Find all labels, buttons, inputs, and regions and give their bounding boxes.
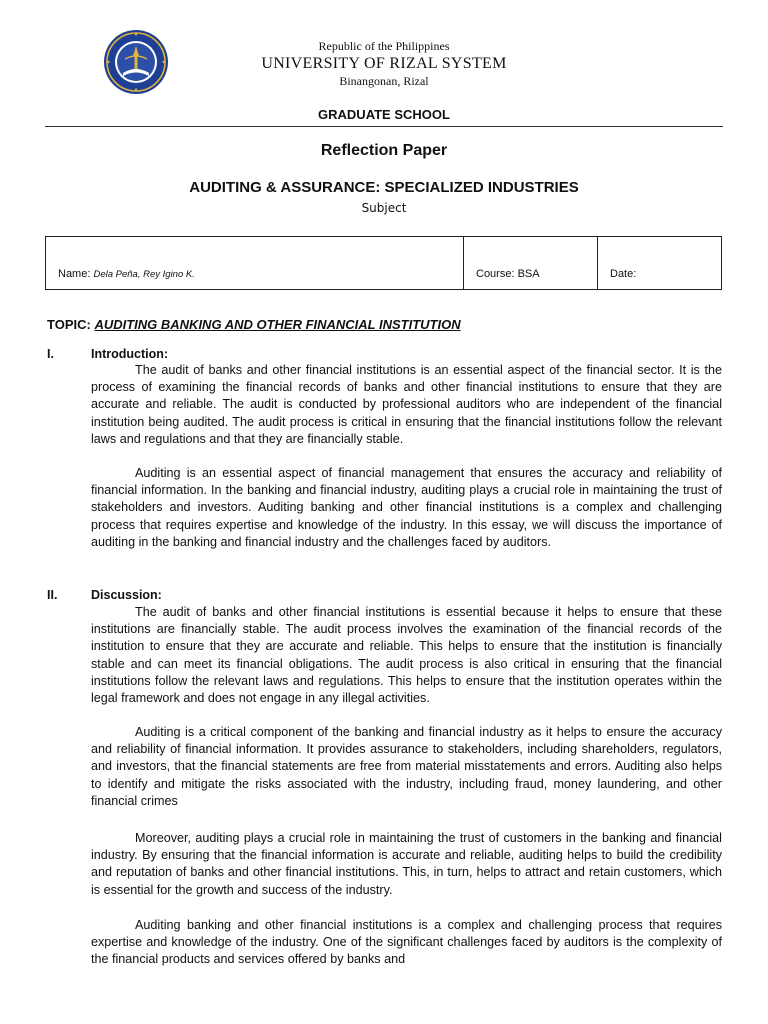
date-cell [598,237,721,289]
document-type-title: Reflection Paper [320,142,448,159]
subject-label: Subject [361,201,407,215]
paragraph: Moreover, auditing plays a crucial role in maintaining the trust of customers in the banking and financial industry. By ensuring that the financial information is accurate and reliable, auditing helps to build the credibility and reputation of banks and other financial institutions. This, in turn, helps to attract and retain customers, which is essential for the growth and success of the industry. [91,831,722,897]
course-label: Course: [476,268,515,280]
name-cell [46,237,464,289]
paragraph: Auditing is an essential aspect of financial management that ensures the accuracy and reliability of financial information. In the banking and financial industry, auditing plays a crucial role in maintaining the trust of stakeholders and investors. Auditing banking and other financial institutions is a complex and challenging process that requires expertise and knowledge of the industry. In this essay, we will discuss the importance of auditing in the banking and financial industry and the challenges faced by auditors. [91,466,722,549]
section-heading-introduction: Introduction: [91,347,169,361]
section-number: II. [47,588,58,602]
topic-label: TOPIC: [47,317,91,332]
date-label: Date: [610,268,637,280]
graduate-school-heading: GRADUATE SCHOOL [318,107,450,122]
paragraph: The audit of banks and other financial institutions is an essential aspect of the financial sector. It is the process of examining the financial records of banks and other financial institutions to ensure that they are accurate and reliable. The audit is conducted by professional auditors who are independent of the financial institution being audited. The audit process is critical in ensuring that the financial institutions follow the relevant laws and regulations and that they are financially stable. [91,363,722,446]
student-info-table [45,236,722,290]
topic-value: AUDITING BANKING AND OTHER FINANCIAL INSTITUTION [94,317,461,332]
paragraph: Auditing is a critical component of the banking and financial industry as it helps to ensure the accuracy and reliability of financial information. It provides assurance to stakeholders, including shareholders, regulators, and investors, that the financial statements are free from material misstatements and errors. Auditing also helps to identify and mitigate the risks associated with the industry, including fraud, money laundering, and other financial crimes [91,725,722,808]
topic-line [47,317,461,332]
campus-location: Binangonan, Rizal [339,74,429,88]
paragraph: The audit of banks and other financial institutions is essential because it helps to ensure that these institutions are financially stable. The audit process involves the examination of the financial records of the institution to ensure that they are accurate and reliable. This helps to ensure that the institution is financially stable and can meet its financial obligations. The audit process is also critical in ensuring that the financial institutions follow the relevant laws and regulations. This helps to ensure that the institution operates within the legal framework and does not engage in any illegal activities. [91,605,722,706]
section-heading-discussion: Discussion: [91,588,162,602]
republic-line: Republic of the Philippines [318,39,450,53]
name-label: Name: [58,268,91,280]
name-value: Dela Peña, Rey Igino K. [93,269,195,280]
course-cell [464,237,598,289]
paragraph: Auditing banking and other financial institutions is a complex and challenging process that requires expertise and knowledge of the industry. One of the significant challenges faced by auditors is the complexity of the financial products and services offered by banks and [91,918,722,967]
university-name: UNIVERSITY OF RIZAL SYSTEM [261,55,507,72]
subject-title: AUDITING & ASSURANCE: SPECIALIZED INDUSTRIES [189,179,579,196]
section-number: I. [47,347,54,361]
header-divider [45,126,723,127]
course-value: BSA [517,268,540,280]
